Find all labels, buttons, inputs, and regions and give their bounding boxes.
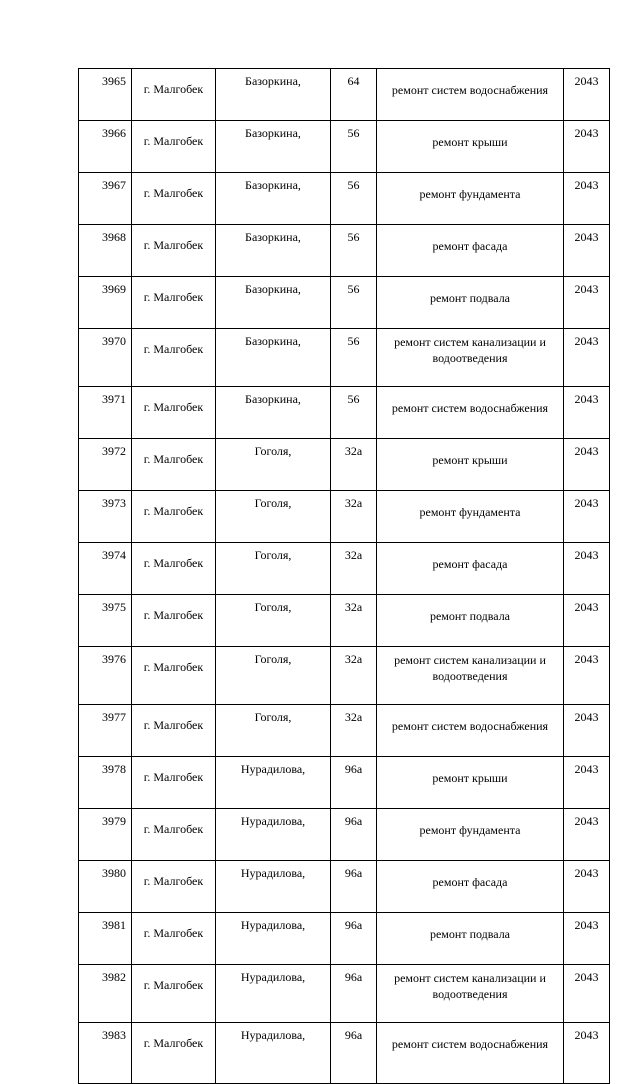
city-cell: г. Малгобек [132, 173, 216, 225]
house-number-cell: 96а [331, 861, 377, 913]
table-row [79, 491, 610, 543]
row-number: 3972 [79, 439, 132, 491]
table-row [79, 69, 610, 121]
street-cell: Нурадилова, [216, 913, 331, 965]
work-type-cell: ремонт крыши [377, 757, 564, 809]
street-cell: Гоголя, [216, 647, 331, 705]
table-row [79, 757, 610, 809]
house-number-cell: 96а [331, 965, 377, 1023]
street-cell: Базоркина, [216, 225, 331, 277]
year-cell: 2043 [564, 965, 610, 1023]
work-type-cell: ремонт фундамента [377, 809, 564, 861]
row-number: 3977 [79, 705, 132, 757]
year-cell: 2043 [564, 173, 610, 225]
work-type-cell: ремонт крыши [377, 439, 564, 491]
street-cell: Базоркина, [216, 277, 331, 329]
house-number-cell: 56 [331, 121, 377, 173]
street-cell: Базоркина, [216, 121, 331, 173]
house-number-cell: 32а [331, 705, 377, 757]
row-number: 3965 [79, 69, 132, 121]
year-cell: 2043 [564, 543, 610, 595]
table-body [79, 69, 610, 1084]
house-number-cell: 32а [331, 595, 377, 647]
city-cell: г. Малгобек [132, 595, 216, 647]
row-number: 3973 [79, 491, 132, 543]
street-cell: Гоголя, [216, 705, 331, 757]
city-cell: г. Малгобек [132, 543, 216, 595]
work-type-cell: ремонт фасада [377, 543, 564, 595]
table-row [79, 705, 610, 757]
row-number: 3981 [79, 913, 132, 965]
year-cell: 2043 [564, 1023, 610, 1084]
row-number: 3983 [79, 1023, 132, 1084]
work-type-cell: ремонт фундамента [377, 491, 564, 543]
table-row [79, 1023, 610, 1084]
street-cell: Нурадилова, [216, 809, 331, 861]
house-number-cell: 32а [331, 647, 377, 705]
street-cell: Гоголя, [216, 491, 331, 543]
city-cell: г. Малгобек [132, 277, 216, 329]
city-cell: г. Малгобек [132, 69, 216, 121]
house-number-cell: 32а [331, 439, 377, 491]
work-type-cell: ремонт систем водоснабжения [377, 705, 564, 757]
row-number: 3971 [79, 387, 132, 439]
table-row [79, 965, 610, 1023]
year-cell: 2043 [564, 277, 610, 329]
table-row [79, 543, 610, 595]
city-cell: г. Малгобек [132, 329, 216, 387]
year-cell: 2043 [564, 439, 610, 491]
work-type-cell: ремонт систем водоснабжения [377, 387, 564, 439]
year-cell: 2043 [564, 491, 610, 543]
table-row [79, 329, 610, 387]
city-cell: г. Малгобек [132, 121, 216, 173]
city-cell: г. Малгобек [132, 705, 216, 757]
table-row [79, 809, 610, 861]
table-row [79, 173, 610, 225]
table-row [79, 121, 610, 173]
table-row [79, 387, 610, 439]
street-cell: Гоголя, [216, 543, 331, 595]
year-cell: 2043 [564, 757, 610, 809]
city-cell: г. Малгобек [132, 225, 216, 277]
house-number-cell: 56 [331, 329, 377, 387]
street-cell: Базоркина, [216, 173, 331, 225]
city-cell: г. Малгобек [132, 965, 216, 1023]
row-number: 3967 [79, 173, 132, 225]
house-number-cell: 96а [331, 913, 377, 965]
table-row [79, 439, 610, 491]
table-row [79, 647, 610, 705]
work-type-cell: ремонт подвала [377, 595, 564, 647]
house-number-cell: 56 [331, 173, 377, 225]
city-cell: г. Малгобек [132, 809, 216, 861]
work-type-cell: ремонт фундамента [377, 173, 564, 225]
house-number-cell: 32а [331, 491, 377, 543]
city-cell: г. Малгобек [132, 387, 216, 439]
house-number-cell: 56 [331, 225, 377, 277]
year-cell: 2043 [564, 225, 610, 277]
house-number-cell: 96а [331, 809, 377, 861]
city-cell: г. Малгобек [132, 491, 216, 543]
city-cell: г. Малгобек [132, 439, 216, 491]
row-number: 3975 [79, 595, 132, 647]
year-cell: 2043 [564, 69, 610, 121]
year-cell: 2043 [564, 121, 610, 173]
street-cell: Гоголя, [216, 439, 331, 491]
work-type-cell: ремонт подвала [377, 277, 564, 329]
city-cell: г. Малгобек [132, 861, 216, 913]
table-row [79, 595, 610, 647]
street-cell: Нурадилова, [216, 861, 331, 913]
house-number-cell: 96а [331, 757, 377, 809]
city-cell: г. Малгобек [132, 913, 216, 965]
table-row [79, 277, 610, 329]
row-number: 3982 [79, 965, 132, 1023]
house-number-cell: 32а [331, 543, 377, 595]
row-number: 3976 [79, 647, 132, 705]
work-type-cell: ремонт систем водоснабжения [377, 69, 564, 121]
house-number-cell: 56 [331, 277, 377, 329]
year-cell: 2043 [564, 329, 610, 387]
work-type-cell: ремонт крыши [377, 121, 564, 173]
work-type-cell: ремонт систем водоснабжения [377, 1023, 564, 1084]
work-type-cell: ремонт систем канализации и водоотведения [377, 965, 564, 1023]
house-number-cell: 56 [331, 387, 377, 439]
street-cell: Нурадилова, [216, 757, 331, 809]
repair-schedule-table [78, 68, 610, 1084]
year-cell: 2043 [564, 387, 610, 439]
work-type-cell: ремонт систем канализации и водоотведения [377, 647, 564, 705]
year-cell: 2043 [564, 647, 610, 705]
row-number: 3978 [79, 757, 132, 809]
street-cell: Гоголя, [216, 595, 331, 647]
work-type-cell: ремонт фасада [377, 861, 564, 913]
year-cell: 2043 [564, 809, 610, 861]
house-number-cell: 96а [331, 1023, 377, 1084]
city-cell: г. Малгобек [132, 647, 216, 705]
street-cell: Базоркина, [216, 69, 331, 121]
row-number: 3966 [79, 121, 132, 173]
year-cell: 2043 [564, 705, 610, 757]
work-type-cell: ремонт систем канализации и водоотведения [377, 329, 564, 387]
city-cell: г. Малгобек [132, 757, 216, 809]
year-cell: 2043 [564, 595, 610, 647]
row-number: 3979 [79, 809, 132, 861]
work-type-cell: ремонт подвала [377, 913, 564, 965]
row-number: 3969 [79, 277, 132, 329]
row-number: 3970 [79, 329, 132, 387]
work-type-cell: ремонт фасада [377, 225, 564, 277]
row-number: 3968 [79, 225, 132, 277]
year-cell: 2043 [564, 913, 610, 965]
row-number: 3980 [79, 861, 132, 913]
city-cell: г. Малгобек [132, 1023, 216, 1084]
house-number-cell: 64 [331, 69, 377, 121]
street-cell: Базоркина, [216, 329, 331, 387]
year-cell: 2043 [564, 861, 610, 913]
row-number: 3974 [79, 543, 132, 595]
street-cell: Базоркина, [216, 387, 331, 439]
table-row [79, 225, 610, 277]
street-cell: Нурадилова, [216, 1023, 331, 1084]
table-row [79, 913, 610, 965]
street-cell: Нурадилова, [216, 965, 331, 1023]
